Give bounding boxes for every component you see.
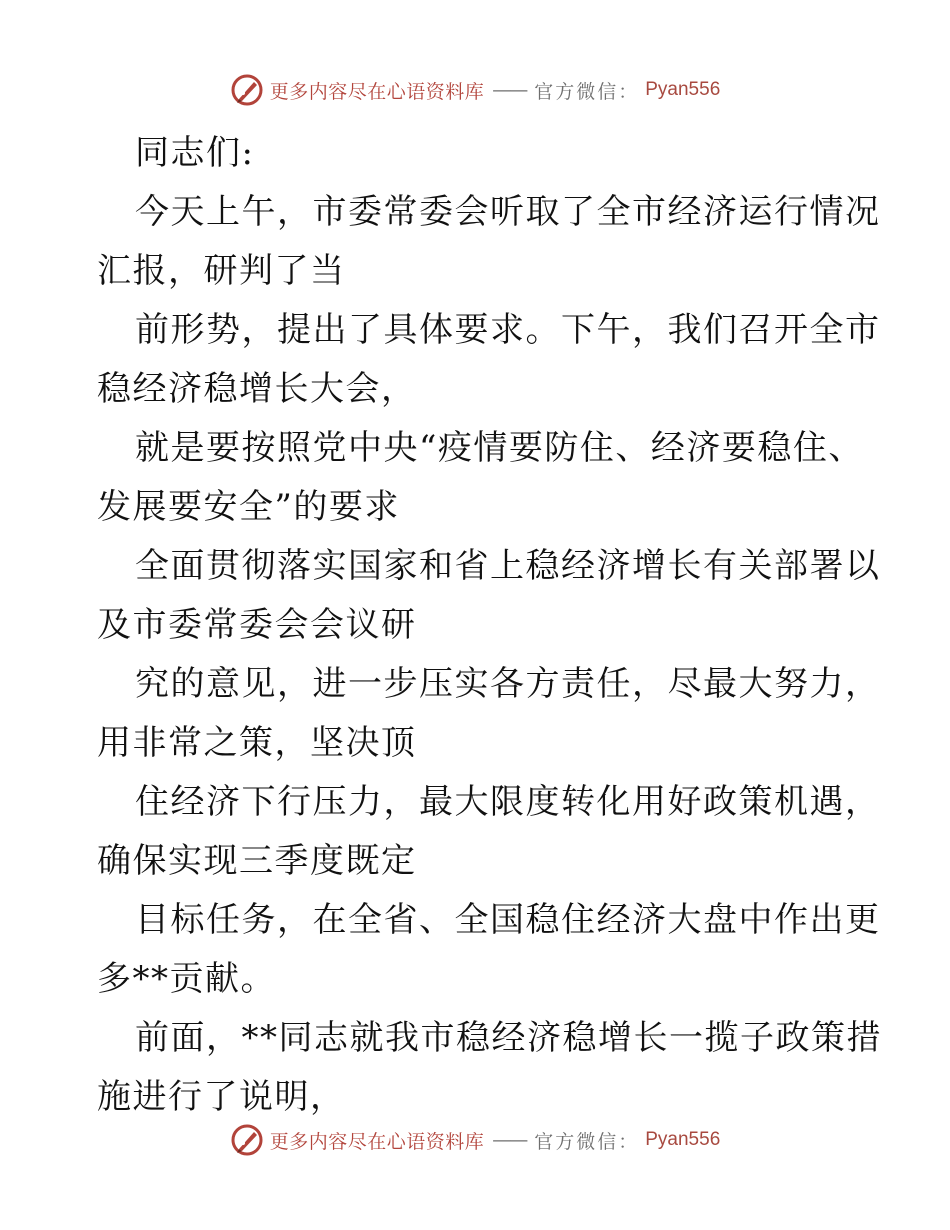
header-dash: ——: [492, 79, 527, 101]
footer-dash: ——: [492, 1129, 527, 1151]
body-line: 汇报，研判了当: [97, 251, 346, 291]
header-official-label: 官方微信：: [534, 80, 640, 103]
header-banner-content: [230, 73, 721, 107]
header-wechat-id: Pyan556: [645, 79, 721, 100]
footer-official-label: 官方微信：: [534, 1130, 640, 1153]
header-brand-text: 更多内容尽在心语资料库: [269, 80, 485, 103]
body-line: 目标任务，在全省、全国稳住经济大盘中作出更: [135, 900, 881, 940]
body-line: 多**贡献。: [97, 959, 276, 999]
body-line: 施进行了说明，: [97, 1077, 346, 1117]
body-line: 前形势，提出了具体要求。下午，我们召开全市: [135, 310, 881, 350]
body-line: 确保实现三季度既定: [97, 841, 417, 881]
body-line: 前面，**同志就我市稳经济稳增长一揽子政策措: [135, 1018, 882, 1058]
footer-brand-text: 更多内容尽在心语资料库: [269, 1130, 485, 1153]
body-line-salutation: 同志们:: [135, 133, 255, 173]
document-body: [97, 124, 882, 1127]
body-line: 究的意见，进一步压实各方责任，尽最大努力，: [135, 664, 881, 704]
pen-logo-icon: [230, 73, 264, 107]
body-line: 全面贯彻落实国家和省上稳经济增长有关部署以: [135, 546, 881, 586]
footer-wechat-id: Pyan556: [645, 1129, 721, 1150]
body-line: 住经济下行压力，最大限度转化用好政策机遇，: [135, 782, 881, 822]
body-line: 稳经济稳增长大会，: [97, 369, 417, 409]
body-line: 就是要按照党中央“疫情要防住、经济要稳住、: [135, 428, 864, 468]
header-watermark-banner: [0, 70, 950, 110]
footer-watermark-banner: [0, 1120, 950, 1160]
body-line: 用非常之策，坚决顶: [97, 723, 417, 763]
body-line: 今天上午，市委常委会听取了全市经济运行情况: [135, 192, 881, 232]
body-line: 及市委常委会会议研: [97, 605, 417, 645]
pen-logo-icon: [230, 1123, 264, 1157]
footer-banner-content: [230, 1123, 721, 1157]
body-line: 发展要安全”的要求: [97, 487, 400, 527]
